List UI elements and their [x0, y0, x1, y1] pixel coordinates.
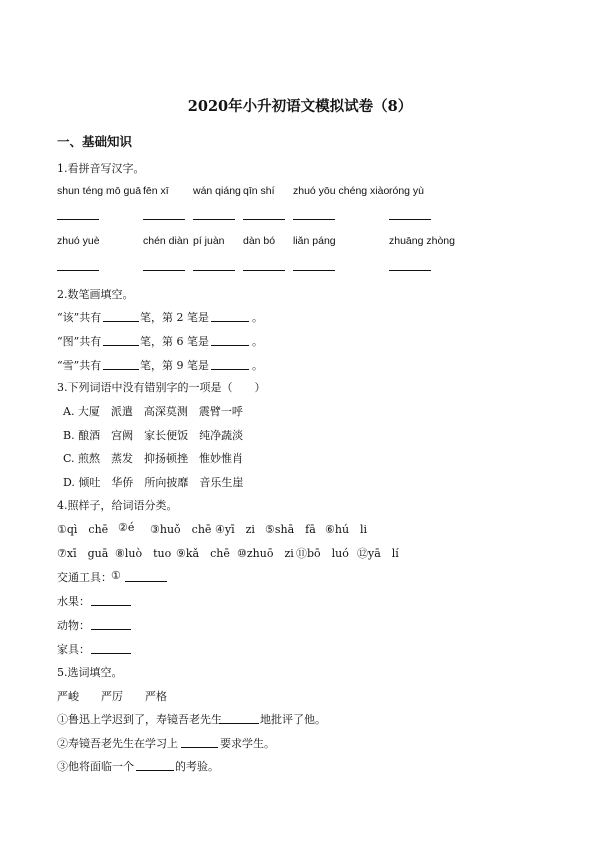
answer-blank[interactable] — [211, 369, 249, 370]
answer-blank[interactable] — [293, 270, 335, 271]
q5-sentence: ③他将面临一个 — [57, 760, 134, 773]
q2-line-text: 笔，第 6 笔是 — [140, 335, 209, 348]
q1-pinyin: dàn bó — [243, 235, 276, 247]
q2-line-end: 。 — [252, 311, 263, 324]
q2-line-end: 。 — [252, 359, 263, 372]
q4-category-label: 动物： — [57, 619, 90, 632]
q4-word: ⑩zhuō zi — [237, 547, 294, 560]
q3-option-c[interactable]: C. 煎熬 蒸发 抑扬顿挫 惟妙惟肖 — [63, 452, 244, 465]
q2-line-text: 笔，第 2 笔是 — [140, 311, 209, 324]
answer-blank[interactable] — [193, 219, 235, 220]
q2-line-end: 。 — [252, 335, 263, 348]
q4-word: ③huǒ chē — [150, 523, 212, 536]
q4-word: ⑤shā fā — [265, 523, 316, 536]
q5-sentence: ②寿镜吾老先生在学习上 — [57, 737, 178, 750]
q4-category-example: ① — [111, 569, 121, 582]
q4-word: ⑥hú li — [325, 523, 368, 536]
answer-blank[interactable] — [143, 219, 185, 220]
answer-blank[interactable] — [57, 270, 99, 271]
q5-prompt: 5.选词填空。 — [57, 666, 123, 679]
q2-line-text: “雪”共有 — [57, 359, 102, 372]
q2-line-text: 笔，第 9 笔是 — [140, 359, 209, 372]
q1-pinyin: pí juàn — [193, 235, 225, 247]
answer-blank[interactable] — [243, 219, 285, 220]
q2-line-text: “图”共有 — [57, 335, 102, 348]
answer-blank[interactable] — [91, 605, 131, 606]
q4-word: ⑪bō luó — [296, 547, 349, 560]
answer-blank[interactable] — [219, 723, 259, 724]
q1-pinyin: zhuó yuè — [57, 235, 100, 247]
section-heading-basics: 一、基础知识 — [57, 134, 133, 149]
q3-prompt: 3.下列词语中没有错别字的一项是（ ） — [57, 381, 266, 394]
q5-word-choices: 严峻 严厉 严格 — [57, 690, 167, 703]
q4-word: ⑨kǎ chē — [176, 547, 230, 560]
q1-prompt: 1.看拼音写汉字。 — [57, 162, 145, 175]
q3-option-b[interactable]: B. 酿酒 宫阙 家长便饭 纯净蔬淡 — [63, 429, 244, 442]
answer-blank[interactable] — [91, 653, 131, 654]
q1-pinyin: wán qiáng — [193, 185, 241, 197]
q4-category-label: 水果： — [57, 595, 90, 608]
q1-pinyin: chén diàn — [143, 235, 189, 247]
answer-blank[interactable] — [389, 270, 431, 271]
answer-blank[interactable] — [211, 345, 249, 346]
answer-blank[interactable] — [91, 629, 131, 630]
q2-prompt: 2.数笔画填空。 — [57, 288, 134, 301]
answer-blank[interactable] — [211, 321, 249, 322]
answer-blank[interactable] — [143, 270, 185, 271]
answer-blank[interactable] — [136, 770, 174, 771]
q1-pinyin: liǎn páng — [293, 235, 336, 247]
q5-sentence: ①鲁迅上学迟到了，寿镜吾老先生 — [57, 713, 222, 726]
q4-word: ⑦xī guā — [57, 547, 109, 560]
q4-category-label: 交通工具： — [57, 571, 112, 584]
answer-blank[interactable] — [193, 270, 235, 271]
q5-sentence: 的考验。 — [175, 760, 219, 773]
answer-blank[interactable] — [103, 321, 139, 322]
answer-blank[interactable] — [181, 747, 218, 748]
q5-sentence: 要求学生。 — [220, 737, 275, 750]
q4-word: ⑫yā lí — [357, 547, 399, 560]
q4-word: ②é — [118, 521, 135, 534]
q1-pinyin: zhuó yōu chéng xiào — [293, 185, 390, 197]
q4-category-label: 家具： — [57, 643, 90, 656]
answer-blank[interactable] — [389, 219, 431, 220]
q4-word: ①qì chē — [57, 523, 109, 536]
answer-blank[interactable] — [103, 369, 139, 370]
q4-word: ④yī zi — [215, 523, 255, 536]
answer-blank[interactable] — [103, 345, 139, 346]
answer-blank[interactable] — [57, 219, 99, 220]
q2-line-text: “该”共有 — [57, 311, 102, 324]
answer-blank[interactable] — [243, 270, 285, 271]
answer-blank[interactable] — [125, 581, 167, 582]
answer-blank[interactable] — [293, 219, 335, 220]
q1-pinyin: róng yù — [389, 185, 425, 197]
q1-pinyin: fēn xī — [143, 185, 169, 197]
q3-option-a[interactable]: A. 大厦 派遣 高深莫测 震臂一呼 — [63, 405, 243, 418]
page-title: 2020年小升初语文模拟试卷（8） — [187, 98, 413, 115]
q1-pinyin: qīn shí — [243, 185, 275, 197]
q4-prompt: 4.照样子，给词语分类。 — [57, 499, 178, 512]
q4-word: ⑧luò tuo — [115, 547, 172, 560]
q5-sentence: 地批评了他。 — [260, 713, 326, 726]
q3-option-d[interactable]: D. 倾吐 华侨 所向披靡 音乐生崖 — [63, 476, 244, 489]
q1-pinyin: shun téng mō guā — [57, 185, 142, 197]
q1-pinyin: zhuāng zhòng — [389, 235, 455, 247]
